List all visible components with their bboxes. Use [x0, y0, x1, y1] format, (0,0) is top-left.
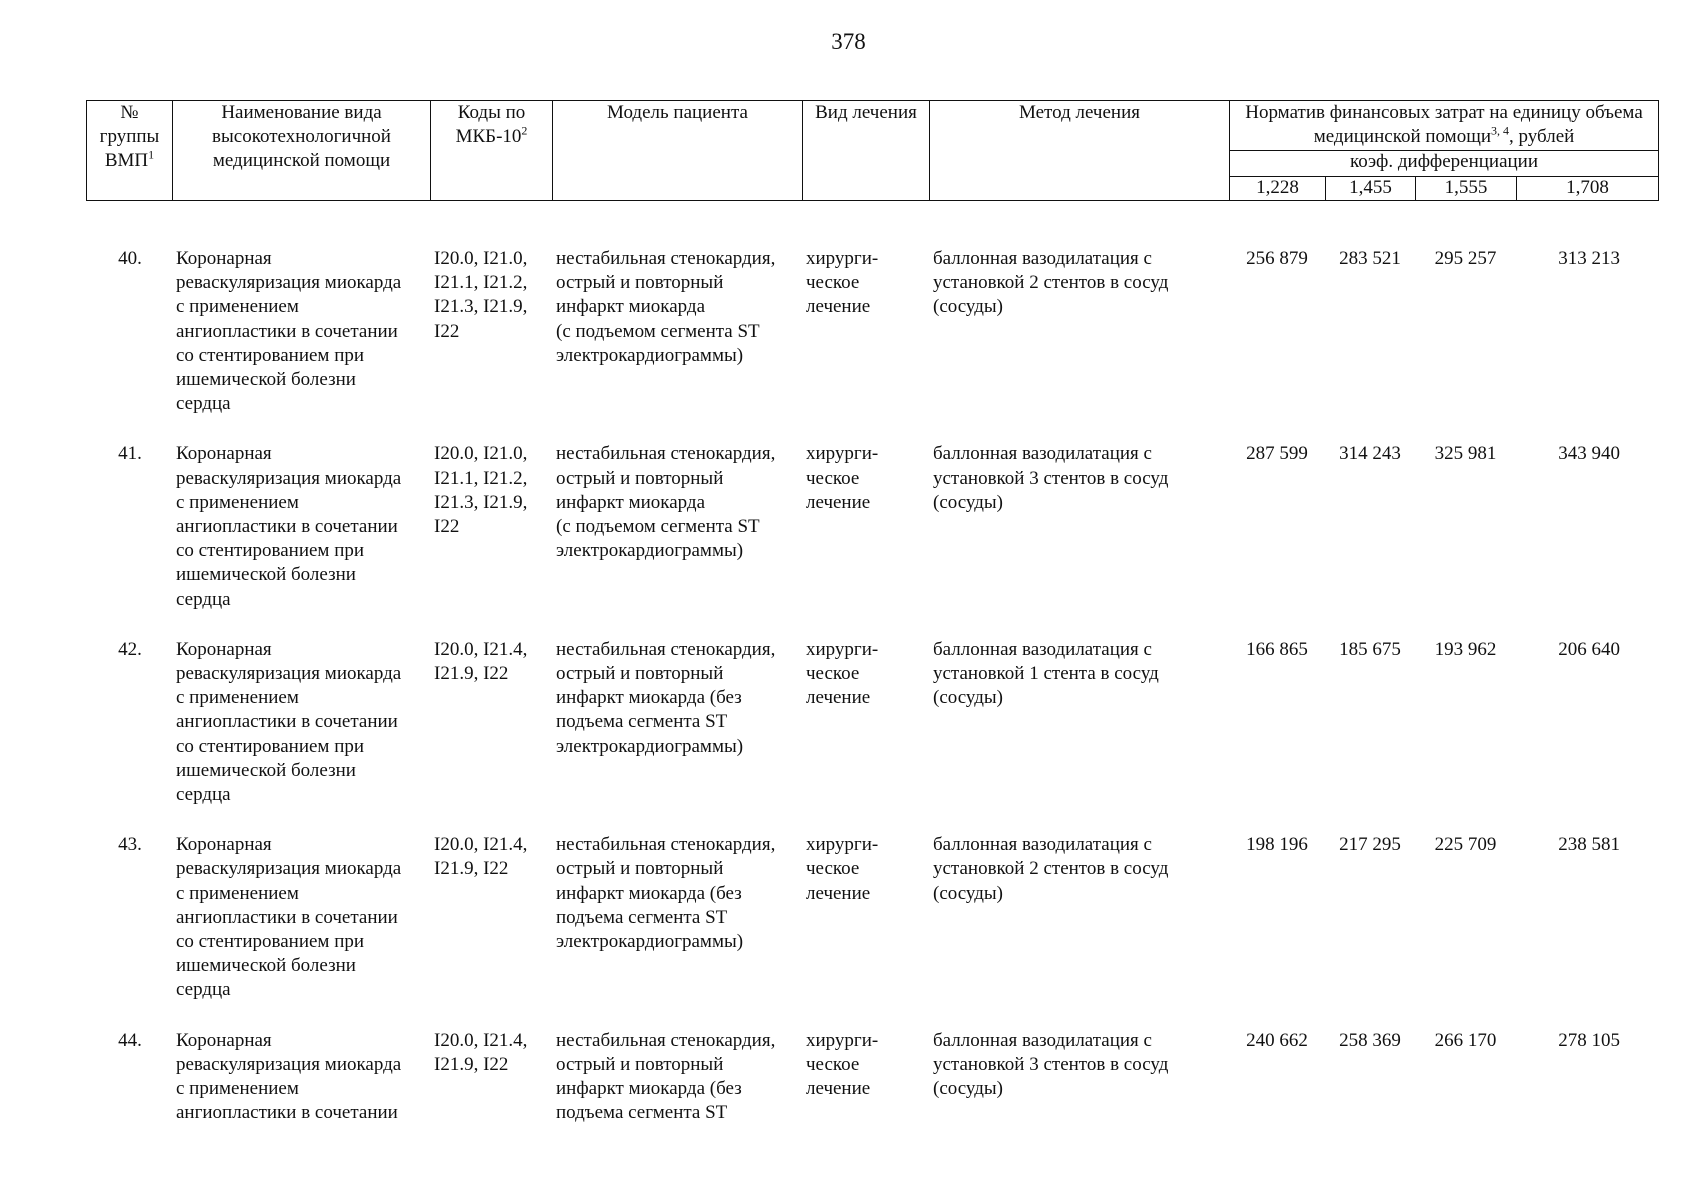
header-coef-label: коэф. дифференциации: [1230, 151, 1659, 177]
cost-value: 313 213: [1558, 248, 1620, 269]
treatment-type: хирурги- ческое лечение: [806, 248, 879, 318]
cost-value: 240 662: [1246, 1029, 1308, 1051]
cost-value: 283 521: [1339, 248, 1401, 269]
table-row: [86, 1029, 1658, 1126]
treatment-type: хирурги- ческое лечение: [806, 834, 879, 904]
group-number: 40.: [118, 248, 142, 269]
cost-value: 238 581: [1558, 834, 1620, 856]
care-type-name: Коронарная реваскуляризация миокарда с применением ангиопластики в сочетании со стентированием при ишемической болезни сердца: [176, 443, 402, 610]
cost-value: 287 599: [1246, 443, 1308, 465]
table-row: [86, 442, 1658, 637]
header-coef-value: 1,555: [1416, 177, 1517, 201]
cost-value: 278 105: [1558, 1029, 1620, 1051]
care-type-name: Коронарная реваскуляризация миокарда с применением ангиопластики в сочетании со стентированием при ишемической болезни сердца: [176, 834, 402, 1001]
cost-value: 314 243: [1339, 443, 1401, 465]
cost-value: 266 170: [1434, 1029, 1497, 1051]
treatment-method: баллонная вазодилатация с установкой 2 стентов в сосуд (сосуды): [933, 248, 1169, 318]
table-row: [86, 833, 1658, 1028]
cost-value: 217 295: [1339, 834, 1401, 856]
cost-value: 256 879: [1246, 248, 1308, 269]
cost-value: 193 962: [1434, 638, 1497, 660]
table-row: [86, 638, 1658, 833]
header-patient-model: Модель пациента: [553, 101, 803, 201]
patient-model: нестабильная стенокардия, острый и повторный инфаркт миокарда (без подъема сегмента ST электрокардиограммы): [556, 834, 776, 953]
treatment-type: хирурги- ческое лечение: [806, 1029, 879, 1100]
table-body: [86, 247, 1658, 1126]
patient-model: нестабильная стенокардия, острый и повторный инфаркт миокарда (с подъемом сегмента ST электрокардиограммы): [556, 248, 776, 366]
icd-codes: I20.0, I21.4, I21.9, I22: [434, 1029, 528, 1075]
treatment-method: баллонная вазодилатация с установкой 3 стентов в сосуд (сосуды): [933, 443, 1169, 513]
care-type-name: Коронарная реваскуляризация миокарда с применением ангиопластики в сочетании со стентированием при ишемической болезни сердца: [176, 248, 402, 415]
cost-value: 206 640: [1558, 638, 1620, 660]
cost-value: 225 709: [1434, 834, 1497, 856]
cost-value: 295 257: [1434, 248, 1497, 269]
header-icd-codes: Коды по МКБ-$10^2$: [431, 101, 553, 201]
patient-model: нестабильная стенокардия, острый и повторный инфаркт миокарда (без подъема сегмента ST: [556, 1029, 776, 1124]
cost-value: 185 675: [1339, 638, 1401, 660]
care-type-name: Коронарная реваскуляризация миокарда с применением ангиопластики в сочетании: [176, 1029, 402, 1124]
icd-codes: I20.0, I21.0, I21.1, I21.2, I21.3, I21.9, I22: [434, 248, 528, 342]
treatment-method: баллонная вазодилатация с установкой 1 стента в сосуд (сосуды): [933, 638, 1159, 709]
group-number: 42.: [118, 638, 142, 660]
cost-value: 325 981: [1434, 443, 1497, 465]
cost-value: 258 369: [1339, 1029, 1401, 1051]
patient-model: нестабильная стенокардия, острый и повторный инфаркт миокарда (без подъема сегмента ST электрокардиограммы): [556, 638, 776, 757]
header-coef-value: 1,708: [1517, 177, 1659, 201]
header-group-number: № группы ВМП$^1$: [87, 101, 173, 201]
cost-value: 343 940: [1558, 443, 1620, 465]
header-coef-value: 1,228: [1230, 177, 1326, 201]
page-number: 378: [831, 29, 866, 54]
icd-codes: I20.0, I21.4, I21.9, I22: [434, 834, 528, 880]
treatment-method: баллонная вазодилатация с установкой 2 стентов в сосуд (сосуды): [933, 834, 1169, 904]
treatment-method: баллонная вазодилатация с установкой 3 стентов в сосуд (сосуды): [933, 1029, 1169, 1100]
group-number: 44.: [118, 1029, 142, 1051]
treatment-type: хирурги- ческое лечение: [806, 638, 879, 709]
header-care-type: Наименование вида высокотехнологичной медицинской помощи: [173, 101, 431, 201]
treatment-type: хирурги- ческое лечение: [806, 443, 879, 513]
icd-codes: I20.0, I21.0, I21.1, I21.2, I21.3, I21.9, I22: [434, 443, 528, 538]
cost-value: 166 865: [1246, 638, 1308, 660]
header-treatment-type: Вид лечения: [803, 101, 930, 201]
patient-model: нестабильная стенокардия, острый и повторный инфаркт миокарда (с подъемом сегмента ST электрокардиограммы): [556, 443, 776, 562]
header-coef-value: 1,455: [1326, 177, 1416, 201]
group-number: 43.: [118, 834, 142, 856]
header-treatment-method: Метод лечения: [930, 101, 1230, 201]
header-cost-norm: Норматив финансовых затрат на единицу объема медицинской помощи$^{3, 4}$, рублей: [1230, 101, 1659, 151]
care-type-name: Коронарная реваскуляризация миокарда с применением ангиопластики в сочетании со стентированием при ишемической болезни сердца: [176, 638, 402, 806]
icd-codes: I20.0, I21.4, I21.9, I22: [434, 638, 528, 685]
cost-value: 198 196: [1246, 834, 1308, 856]
table-header: [86, 100, 1659, 201]
group-number: 41.: [118, 443, 142, 465]
table-row: [86, 247, 1658, 442]
